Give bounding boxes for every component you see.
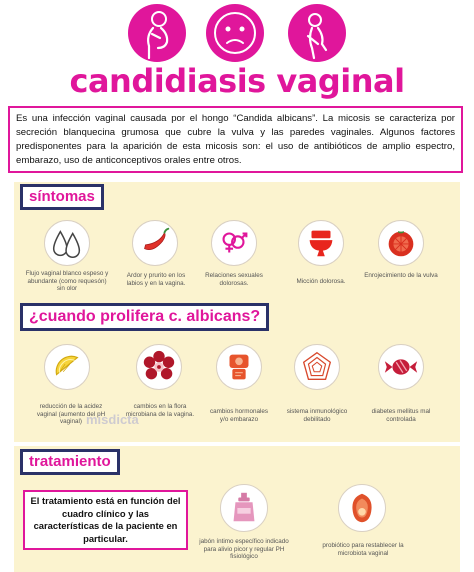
soap-bottle-icon	[220, 484, 268, 532]
chili-pepper-icon	[132, 220, 178, 266]
probiotic-icon	[338, 484, 386, 532]
candy-icon	[378, 344, 424, 390]
toilet-icon	[298, 220, 344, 266]
symptom-label-1: Flujo vaginal blanco espeso y abundante (como requesón) sin olor	[25, 270, 109, 293]
gender-symbols-icon	[211, 220, 257, 266]
factor-label-3: cambios hormonales y/o embarazo	[209, 408, 269, 423]
page-title: candidiasis vaginal	[69, 62, 405, 100]
header-icons	[0, 0, 474, 66]
tratamiento-title: tratamiento	[20, 449, 120, 475]
symptom-label-4: Micción dolorosa.	[296, 278, 346, 285]
treatment-label-2: probiótico para restablecer la microbiota vaginal	[322, 542, 404, 557]
sintomas-title: síntomas	[20, 184, 104, 210]
tomato-icon	[378, 220, 424, 266]
intro-description: Es una infección vaginal causada por el hongo “Candida albicans”. La micosis se caracteriza por secreción blanquecina grumosa que cubre la vulva y las paredes vaginales. Algunos factores predisponentes para la aparición de esta micosis son: el uso de antibióticos de amplio espectro, embarazo, uso de anticonceptivos orales entre otros.	[8, 106, 463, 173]
factor-label-1: reducción de la acidez vaginal (aumento del pH vaginal)	[36, 403, 106, 426]
web-icon	[294, 344, 340, 390]
pregnancy-icon	[216, 344, 262, 390]
treatment-description: El tratamiento está en función del cuadro clínico y las características de la paciente en particular.	[23, 490, 188, 550]
pregnant-woman-icon	[128, 4, 186, 62]
sad-face-icon	[206, 4, 264, 62]
woman-scratching-icon	[288, 4, 346, 62]
factor-label-5: diabetes mellitus mal controlada	[371, 408, 431, 423]
flower-icon	[136, 344, 182, 390]
factor-label-4: sistema inmunológico debilitado	[286, 408, 348, 423]
lemon-icon	[44, 344, 90, 390]
symptom-label-3: Relaciones sexuales dolorosas.	[205, 272, 263, 287]
watermark-text: misdicta	[86, 412, 139, 427]
symptom-label-5: Enrojecimiento de la vulva	[364, 272, 438, 279]
factor-label-2: cambios en la flora microbiana de la vagina.	[125, 403, 195, 418]
prolifera-title: ¿cuando prolifera c. albicans?	[20, 303, 269, 331]
symptom-label-2: Ardor y prurito en los labios y en la vagina.	[126, 272, 186, 287]
drops-icon	[44, 220, 90, 266]
treatment-label-1: jabón íntimo específico indicado para alivio picor y regular PH fisiológico	[199, 538, 289, 561]
